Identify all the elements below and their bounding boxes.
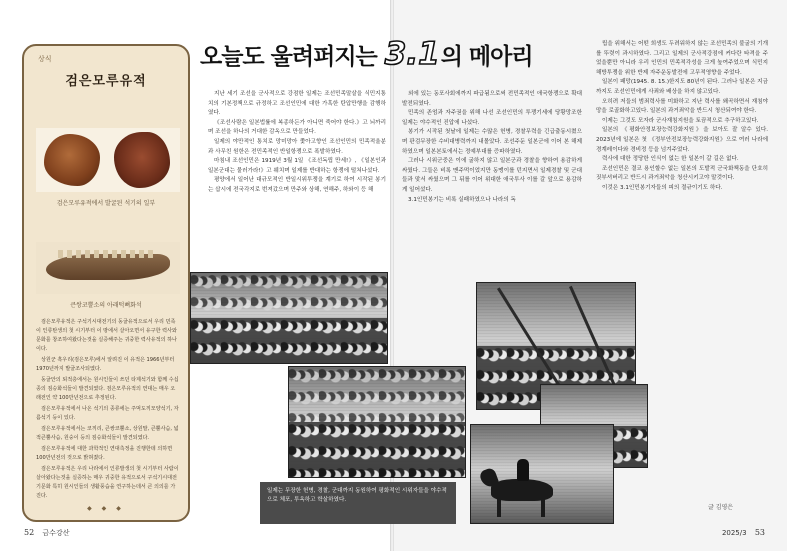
jaw-fossil-photo xyxy=(36,242,180,294)
sidebar-kicker: 상식 xyxy=(38,55,52,63)
headline-number: 3.1 xyxy=(384,36,440,72)
sidebar-paragraph: 검은모루유적은 구석기시대전기의 동굴유적으로서 우리 민족이 인류탄생의 첫 시기부터 이 땅에서 살아오면서 유구한 력사와 문화를 창조하여왔다는것을 실증해주는 귀중한 력사유적의 하나이다. xyxy=(36,319,177,352)
article-paragraph: 봉기가 시작된 첫날에 일제는 수많은 헌병, 경찰무력을 긴급출동시켰으며 판검무장한 수비대병력까지 내몰았다. 조선주둔 일본군에 이어 본 해제하였으며 일본본토에서는 정예부대를 증파하였다. xyxy=(402,129,582,155)
article-paragraph: 외에 있는 동포사회에까지 파급됨으로써 전민족적인 애국항쟁으로 확대발전되였다. xyxy=(402,91,582,107)
march-crowd-photo xyxy=(288,366,466,478)
article-paragraph: 일본이 패망(1945. 8. 15.)한지도 80년이 된다. 그러나 일본은 지금까지도 조선인민에게 사죄와 배상을 하지 않고있다. xyxy=(596,79,768,95)
article-paragraph: 일제의 야만적인 통치로 망미망아 쫓아고향인 조선인민의 민족적울분과 사무친 원한은 전민족적인 반일항쟁으로 폭발하였다. xyxy=(208,138,386,155)
jaw-fossil-caption: 큰쌍코뿔소의 아래턱뼈화석 xyxy=(70,302,142,309)
mounted-soldier-photo xyxy=(470,424,614,524)
article-paragraph: 조선인민은 결코 용인할수 없는 일본의 도발적 군국화책동을 단호히 짓부셔버리고 반드시 과거죄악을 청산시키고야 말것이다. xyxy=(596,165,768,182)
article-paragraph: 마침내 조선인민은 1919년 3월 1일 《조선독립 만세!》, 《일본인과 일본군대는 물러가라!》고 웨치며 일제를 반대하는 항쟁에 떨쳐나섰다. xyxy=(208,158,386,174)
footer-right xyxy=(722,528,765,537)
article-paragraph: 이제는 그것도 모자라 군사재침지원을 토끔적으로 추구하고있다. xyxy=(602,117,759,124)
rider-figure xyxy=(517,459,529,481)
article-paragraph: 이것은 3.1인민봉기자들의 피의 절규이기도 하다. xyxy=(602,184,723,191)
article-paragraph: 3.1인민봉기는 비록 실패하였으나 나라의 독 xyxy=(408,196,516,203)
article-paragraph: 그러나 시위군중은 이에 굴하지 않고 일본군과 경찰을 향하여 용감하게 싸웠다. 그들은 비록 맨주먹이었지만 동맹이를 던지면서 일제경찰 및 군대들과 맞서 싸웠으며 그 뒤를 이어 위대한 애국투사 이를 갈 앞으로 용감하게 일어섰다. xyxy=(402,158,582,193)
stone-tools-photo xyxy=(36,128,180,192)
article-column-3 xyxy=(596,40,768,194)
sidebar-paragraph: 검은모루유적에서 나온 석기의 종류에는 주먹도끼모양석기, 자름석기 등이 있다. xyxy=(36,406,179,421)
headline-part-a: 오늘도 울려퍼지는 xyxy=(200,44,384,70)
author-credit: 글 김영은 xyxy=(708,504,734,511)
sidebar-paragraph: 동굴안의 퇴적층에서는 원시인들이 쓰던 타제석기와 함께 수십종의 짐승화석들이 발견되였다. 검은모루유적의 연대는 매우 오래전인 약 100만년전으로 추정된다. xyxy=(36,377,179,401)
article-paragraph: 《조선사람은 일본법률에 복종하든가 아니면 죽어야 한다.》고 뇌까리며 조선을 하나의 거대한 감옥으로 만들었다. xyxy=(208,119,386,136)
sidebar-box xyxy=(22,44,190,522)
sidebar-title: 검은모루유적 xyxy=(65,74,147,89)
horse-leg xyxy=(541,499,545,517)
footer-left xyxy=(24,528,69,538)
stone-tools-caption: 검은모루유적에서 발굴된 석기의 일부 xyxy=(56,200,156,207)
sidebar-paragraph: 상원군 흑우리(검은모루)에서 알려진 이 유적은 1966년부터 1970년까지 발굴조사되였다. xyxy=(36,357,175,372)
sidebar-ornament: ◆ ◆ ◆ xyxy=(87,505,125,512)
stone-tool-left xyxy=(44,134,100,186)
protest-crowd-photo xyxy=(190,272,388,364)
horse-body xyxy=(491,479,553,501)
crowd-background xyxy=(191,273,387,318)
article-paragraph: 지난 세기 조선을 군사적으로 강점한 일제는 조선민족말살을 식민지통치의 기본정책으로 규정하고 조선인민에 대한 가혹한 탄압만행을 감행하였다. xyxy=(208,91,386,117)
stone-tool-right xyxy=(114,132,170,188)
issue-date: 2025/3 xyxy=(721,529,747,537)
article-paragraph: 민족의 존엄과 자주권을 위해 나선 조선인민의 투쟁기세에 당황망조한 일제는 야수적인 진압에 나섰다. xyxy=(402,110,582,126)
horse-rider xyxy=(491,465,561,505)
sidebar-paragraph: 검은모루유적에서는 코끼리, 큰쌍코뿔소, 상원말, 큰뿔사슴, 넓적큰뿔사슴, 원숭이 등의 짐승화석들이 발견되였다. xyxy=(36,426,179,441)
article-paragraph: 오히려 저들의 범죄력사를 미화하고 지난 력사를 왜곡하면서 재침야망을 로골화하고있다. 일본의 과거죄악을 반드시 청산되여야 한다. xyxy=(596,98,768,115)
article-paragraph: 력사에 대한 정당한 인식이 없는 한 일본이 갈 길은 없다. xyxy=(602,156,739,163)
photo-caption: 일제는 무장한 헌병, 경찰, 군대까지 동원하여 평화적인 시위자들을 야수적으로 체포, 투옥하고 학살하였다. xyxy=(267,488,447,504)
crowd-background xyxy=(289,367,465,422)
sidebar-paragraph: 검은모루유적에 대한 과학적인 연대측정을 진행한데 의하면 100만년전의 것으로 밝혀졌다. xyxy=(36,446,173,461)
magazine-name: 금수강산 xyxy=(42,529,70,537)
crowd-foreground xyxy=(289,422,465,477)
photo-caption-box xyxy=(260,482,456,524)
article-column-2 xyxy=(402,90,582,205)
sidebar-body xyxy=(36,318,180,503)
headline-part-b: 의 메아리 xyxy=(440,44,533,70)
sidebar-paragraph: 검은모루유적은 우리 나라에서 인류발생의 첫 시기부터 사람이 살아왔다는것을 실증하는 매우 귀중한 유적으로서 구석기시대전기문화 특히 원시인들의 생활풍습을 연구하는데서 큰 의의를 가진다. xyxy=(36,466,179,499)
article-headline xyxy=(200,36,570,78)
article-paragraph: 립을 위해서는 어떤 희생도 두려워하지 않는 조선민족의 불굴의 기개를 뚜렷이 과시하였다. 그리고 일제의 군사적강점에 커다란 타격을 주었을뿐만 아니라 우리 인민의 민족적각성을 크게 높여주었으며 식민지해방투쟁을 위한 반제 자주운동발전에 고무적영향을 주었다. xyxy=(596,41,768,76)
right-page-number: 53 xyxy=(754,528,765,537)
article-paragraph: 일본의 《평화안정보장능력강화지원》을 보아도 잘 알수 있다. 2023년에 일본은 첫 《정부안전보장능력강화지원》으로 여러 나라에 경계레이다와 경비정 등을 넘겨주었다. xyxy=(596,127,768,153)
horse-leg xyxy=(497,499,501,517)
article-paragraph: 평양에서 일어난 대규모적인 반일시위투쟁을 계기로 하여 시작된 봉기는 삽시에 전국각지로 번져갔으며 만주와 상해, 연해주, 하와이 등 해 xyxy=(208,177,386,193)
jaw-teeth xyxy=(58,250,154,258)
left-page-number: 52 xyxy=(24,528,35,537)
crowd-foreground xyxy=(191,318,387,363)
article-column-1 xyxy=(208,90,386,196)
